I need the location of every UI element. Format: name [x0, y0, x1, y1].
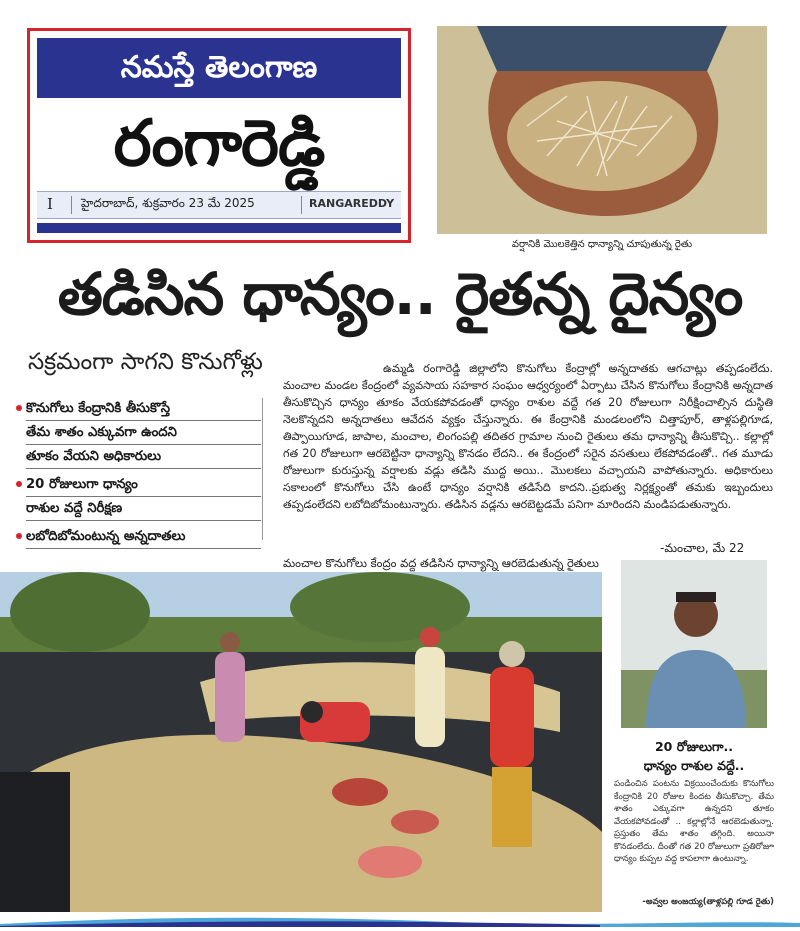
photo-caption-main: మంచాల కొనుగోలు కేంద్రం వద్ద తడిసిన ధాన్యాన్ని ఆరబెడుతున్న రైతులు — [283, 556, 599, 570]
drying-grain-illustration — [0, 572, 602, 912]
byline: -మంచాల, మే 22 — [660, 541, 745, 555]
headline: తడిసిన ధాన్యం.. రైతన్న దైన్యం — [57, 260, 743, 328]
highlights-list — [16, 397, 261, 553]
article-body — [283, 360, 773, 513]
highlight-item — [16, 525, 261, 549]
bullet-dot-icon — [16, 481, 22, 487]
photo-farmer-portrait — [621, 560, 767, 728]
paper-name: నమస్తే తెలంగాణ — [37, 38, 401, 98]
bullet-dot-icon — [16, 533, 22, 539]
dateline: హైదరాబాద్, శుక్రవారం 23 మే 2025 — [81, 196, 255, 210]
photo-farmers-drying-grain — [0, 572, 602, 912]
sidebar-title — [608, 737, 780, 775]
district-title: రంగారెడ్డి — [113, 107, 325, 181]
highlight-item — [16, 397, 261, 469]
highlight-line: తేమ శాతం ఎక్కువగా ఉందని — [26, 421, 261, 445]
photo-sprouted-grain — [437, 26, 767, 234]
highlight-line: లబోదిబోమంటున్న అన్నదాతలు — [26, 525, 261, 549]
sidebar-signature: -అవ్వల అంజయ్య(తాళ్లపల్లి గూడ రైతు) — [642, 896, 774, 906]
sidebar-title-line: 20 రోజులుగా.. — [654, 739, 734, 754]
masthead-bar — [37, 223, 401, 233]
highlight-item — [16, 473, 261, 521]
subheadline: సక్రమంగా సాగని కొనుగోళ్లు — [28, 349, 263, 375]
highlight-line: 20 రోజులుగా ధాన్యం — [26, 473, 261, 497]
wave-decoration — [0, 914, 800, 927]
divider — [301, 196, 302, 214]
sprouted-grain-illustration — [437, 26, 767, 234]
bottom-decoration — [0, 912, 800, 925]
masthead — [27, 28, 411, 243]
district-english: RANGAREDDY — [309, 197, 395, 210]
highlight-line: తూకం వేయని అధికారులు — [26, 445, 261, 469]
bullet-dot-icon — [16, 405, 22, 411]
issue-mark: I — [47, 195, 53, 213]
sidebar-quote: పండించిన పంటను విక్రయించేందుకు కొనుగోలు కేంద్రానికి 20 రోజుల కిందట తీసుకొచ్చా. తేమ శాతం ఎక్కువగా ఉన్నదని తూకం వేయకపోవడంతో .. కల్లాల్లోనే ఆరబెడుతున్నా. ప్రస్తుతం తేమ శాతం తగ్గింది. అయినా కొనడంలేదు. దీంతో గత 20 రోజులుగా ప్రతిరోజూ ధాన్యం కుప్పల వద్ద కాపలాగా ఉంటున్నా. — [614, 779, 774, 864]
highlight-line: కొనుగోలు కేంద్రానికి తీసుకొస్తే — [26, 397, 261, 421]
highlight-line: రాశుల వద్దే నిరీక్షణ — [26, 497, 261, 521]
column-divider — [262, 398, 263, 540]
dateline-strip — [37, 191, 401, 219]
divider — [71, 196, 72, 214]
sidebar-title-line: ధాన్యం రాశుల వద్దే.. — [643, 758, 745, 773]
photo-caption-top: వర్షానికి మొలకెత్తిన ధాన్యాన్ని చూపుతున్న రైతు — [511, 239, 693, 250]
article-paragraph: ఉమ్మడి రంగారెడ్డి జిల్లాలోని కొనుగోలు కేంద్రాల్లో అన్నదాతకు ఆగచాట్లు తప్పడంలేదు. మంచాల మండల కేంద్రంలో వ్యవసాయ సహకార సంఘం ఆధ్వర్యంలో ఏర్పాటు చేసిన కొనుగోలు కేంద్రానికి అన్నదాత తీసుకొచ్చిన ధాన్యం తూకం వేయకపోవడంతో ధాన్యం రాశుల వద్దే గత 20 రోజులుగా నిరీక్షించాల్సిన దుస్థితి నెలకొన్నదని అన్నదాతలు ఆవేదన వ్యక్తం చేస్తున్నారు. ఈ కేంద్రానికి మండలంలోని చిత్తాపూర్, తాళ్లపల్లిగూడ, తిప్పాయిగూడ, జాపాల, మంచాల, లింగంపల్లి తదితర గ్రామాల నుంచి రైతులు తమ ధాన్యాన్ని తీసుకొచ్చి.. కల్లాల్లో గత 20 రోజులుగా ఆరబెట్టినా ధాన్యాన్ని కొనడం లేదని.. ఈ కేంద్రంలో సరైన వసతులు లేకపోవడంతో.. గత మూడు రోజులుగా కురుస్తున్న వర్షాలకు వడ్లు తడిసి ముద్ద అయి.. మొలకలు వచ్చాయని వాపోతున్నారు. అధికారులు సకాలంలో కొనుగోలు చేసి ఉంటే ధాన్యం వర్షానికి తడిసేది కాదని..ప్రభుత్వ నిర్లక్ష్యంతో తమకు ఇబ్బందులు తప్పడంలేదని లబోదిబోమంటున్నారు. తడిసిన వడ్లను ఆరబెట్టడమే పనిగా మారిందని మండిపడుతున్నారు. — [283, 362, 773, 511]
farmer-portrait-illustration — [621, 560, 767, 728]
